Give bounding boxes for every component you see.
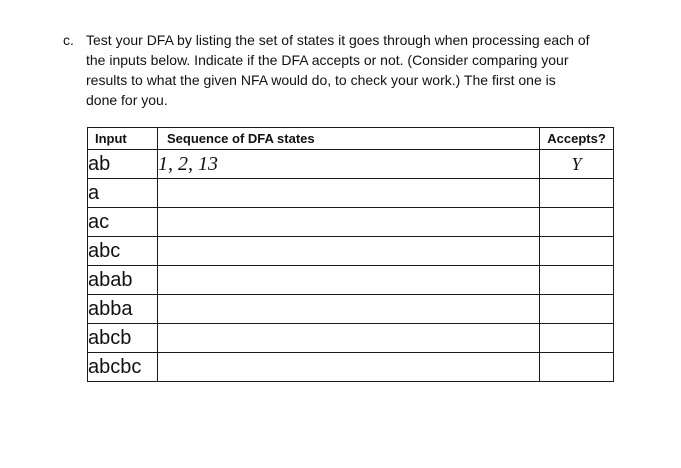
dfa-trace-table (87, 127, 614, 382)
input-cell: abcb (88, 324, 158, 353)
table-row (88, 266, 614, 295)
question-text (86, 30, 626, 110)
accepts-cell[interactable] (540, 295, 614, 324)
table-row (88, 208, 614, 237)
input-cell: ab (88, 150, 158, 179)
sequence-cell[interactable] (158, 208, 540, 237)
table-header-row (88, 128, 614, 150)
input-cell: ac (88, 208, 158, 237)
question-marker: c. (63, 32, 74, 48)
table-row (88, 353, 614, 382)
question-line: results to what the given NFA would do, to check your work.) The first one is (86, 72, 556, 88)
table-row (88, 295, 614, 324)
sequence-cell[interactable] (158, 324, 540, 353)
accepts-cell[interactable] (540, 353, 614, 382)
sequence-cell[interactable]: 1, 2, 13 (158, 150, 540, 179)
question-line: done for you. (86, 92, 168, 108)
table-row (88, 237, 614, 266)
input-cell: abc (88, 237, 158, 266)
sequence-cell[interactable] (158, 295, 540, 324)
input-cell: abba (88, 295, 158, 324)
input-cell: abab (88, 266, 158, 295)
header-accepts: Accepts? (540, 128, 614, 150)
accepts-cell[interactable] (540, 266, 614, 295)
accepts-cell[interactable] (540, 237, 614, 266)
accepts-cell[interactable] (540, 208, 614, 237)
input-cell: abcbc (88, 353, 158, 382)
accepts-cell[interactable] (540, 324, 614, 353)
sequence-cell[interactable] (158, 237, 540, 266)
header-input: Input (88, 128, 158, 150)
table-row (88, 179, 614, 208)
table-row (88, 150, 614, 179)
question-line: Test your DFA by listing the set of states it goes through when processing each of (86, 32, 590, 48)
sequence-cell[interactable] (158, 179, 540, 208)
accepts-cell[interactable]: Y (540, 150, 614, 179)
table-row (88, 324, 614, 353)
header-sequence: Sequence of DFA states (158, 128, 540, 150)
sequence-cell[interactable] (158, 353, 540, 382)
input-cell: a (88, 179, 158, 208)
question-line: the inputs below. Indicate if the DFA accepts or not. (Consider comparing your (86, 52, 569, 68)
accepts-cell[interactable] (540, 179, 614, 208)
sequence-cell[interactable] (158, 266, 540, 295)
